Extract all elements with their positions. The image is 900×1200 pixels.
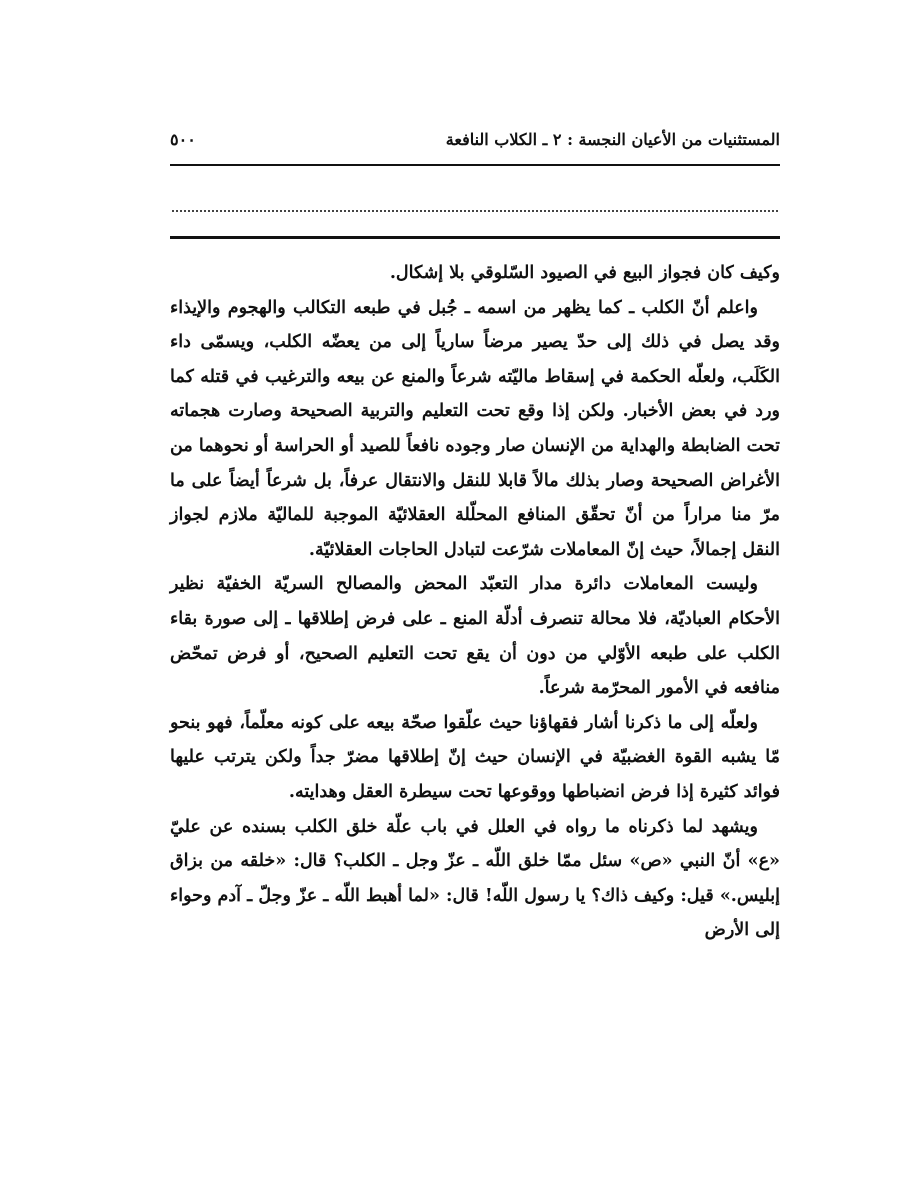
- dotted-separator: [172, 190, 778, 212]
- paragraph: وليست المعاملات دائرة مدار التعبّد المحض والمصالح السريّة الخفيّة نظير الأحكام العباديّة، فلا محالة تنصرف أدلّة المنع ـ على فرض إطلاقها ـ إلى صورة بقاء الكلب على طبعه الأوّلي من دون أن يقع تحت التعليم الصحيح، أو فرض تمحّض منافعه في الأمور المحرّمة شرعاً.: [170, 574, 780, 699]
- paragraph: واعلم أنّ الكلب ـ كما يظهر من اسمه ـ جُبل في طبعه التكالب والهجوم والإيذاء وقد يصل في ذلك إلى حدّ يصير مرضاً سارياً إلى من يعضّه الكلب، ويسمّى داء الكَلَب، ولعلّه الحكمة في إسقاط ماليّته شرعاً والمنع عن بيعه والترغيب في قتله كما ورد في بعض الأخبار. ولكن إذا وقع تحت التعليم والتربية الصحيحة وصارت هجماته تحت الضابطة والهداية من الإنسان صار وجوده نافعاً للصيد أو الحراسة أو نحوهما من الأغراض الصحيحة وصار بذلك مالاً قابلا للنقل والانتقال عرفاً، بل شرعاً أيضاً على ما مرّ منا مراراً من أنّ تحقّق المنافع المحلّلة العقلائيّة الموجبة للماليّة ملازم لجواز النقل إجمالاً، حيث إنّ المعاملات شرّعت لتبادل الحاجات العقلائيّة.: [170, 297, 780, 560]
- main-text: [170, 256, 780, 948]
- paragraph: ويشهد لما ذكرناه ما رواه في العلل في باب علّة خلق الكلب بسنده عن عليّ «ع» أنّ النبي «ص» سئل ممّا خلق اللّه ـ عزّ وجل ـ الكلب؟ قال: «خلقه من بزاق إبليس.» قيل: وكيف ذاك؟ يا رسول اللّه! قال: «لما أهبط اللّه ـ عزّ وجلّ ـ آدم وحواء إلى الأرض: [170, 816, 780, 941]
- section-rule: [170, 236, 780, 239]
- running-header: [170, 130, 780, 160]
- header-rule: [170, 164, 780, 166]
- running-header-title: المستثنيات من الأعيان النجسة : ٢ ـ الكلاب النافعة: [445, 130, 780, 149]
- page-number: ٥٠٠: [170, 130, 196, 149]
- paragraph: وكيف كان فجواز البيع في الصيود السّلوقي بلا إشكال.: [389, 263, 780, 283]
- paragraph: ولعلّه إلى ما ذكرنا أشار فقهاؤنا حيث علّقوا صحّة بيعه على كونه معلّماً، فهو بنحو مّا يشبه القوة الغضبيّة في الإنسان حيث إنّ إطلاقها مضرّ جداً ولكن يترتب عليها فوائد كثيرة إذا فرض انضباطها ووقوعها تحت سيطرة العقل وهدايته.: [170, 712, 780, 802]
